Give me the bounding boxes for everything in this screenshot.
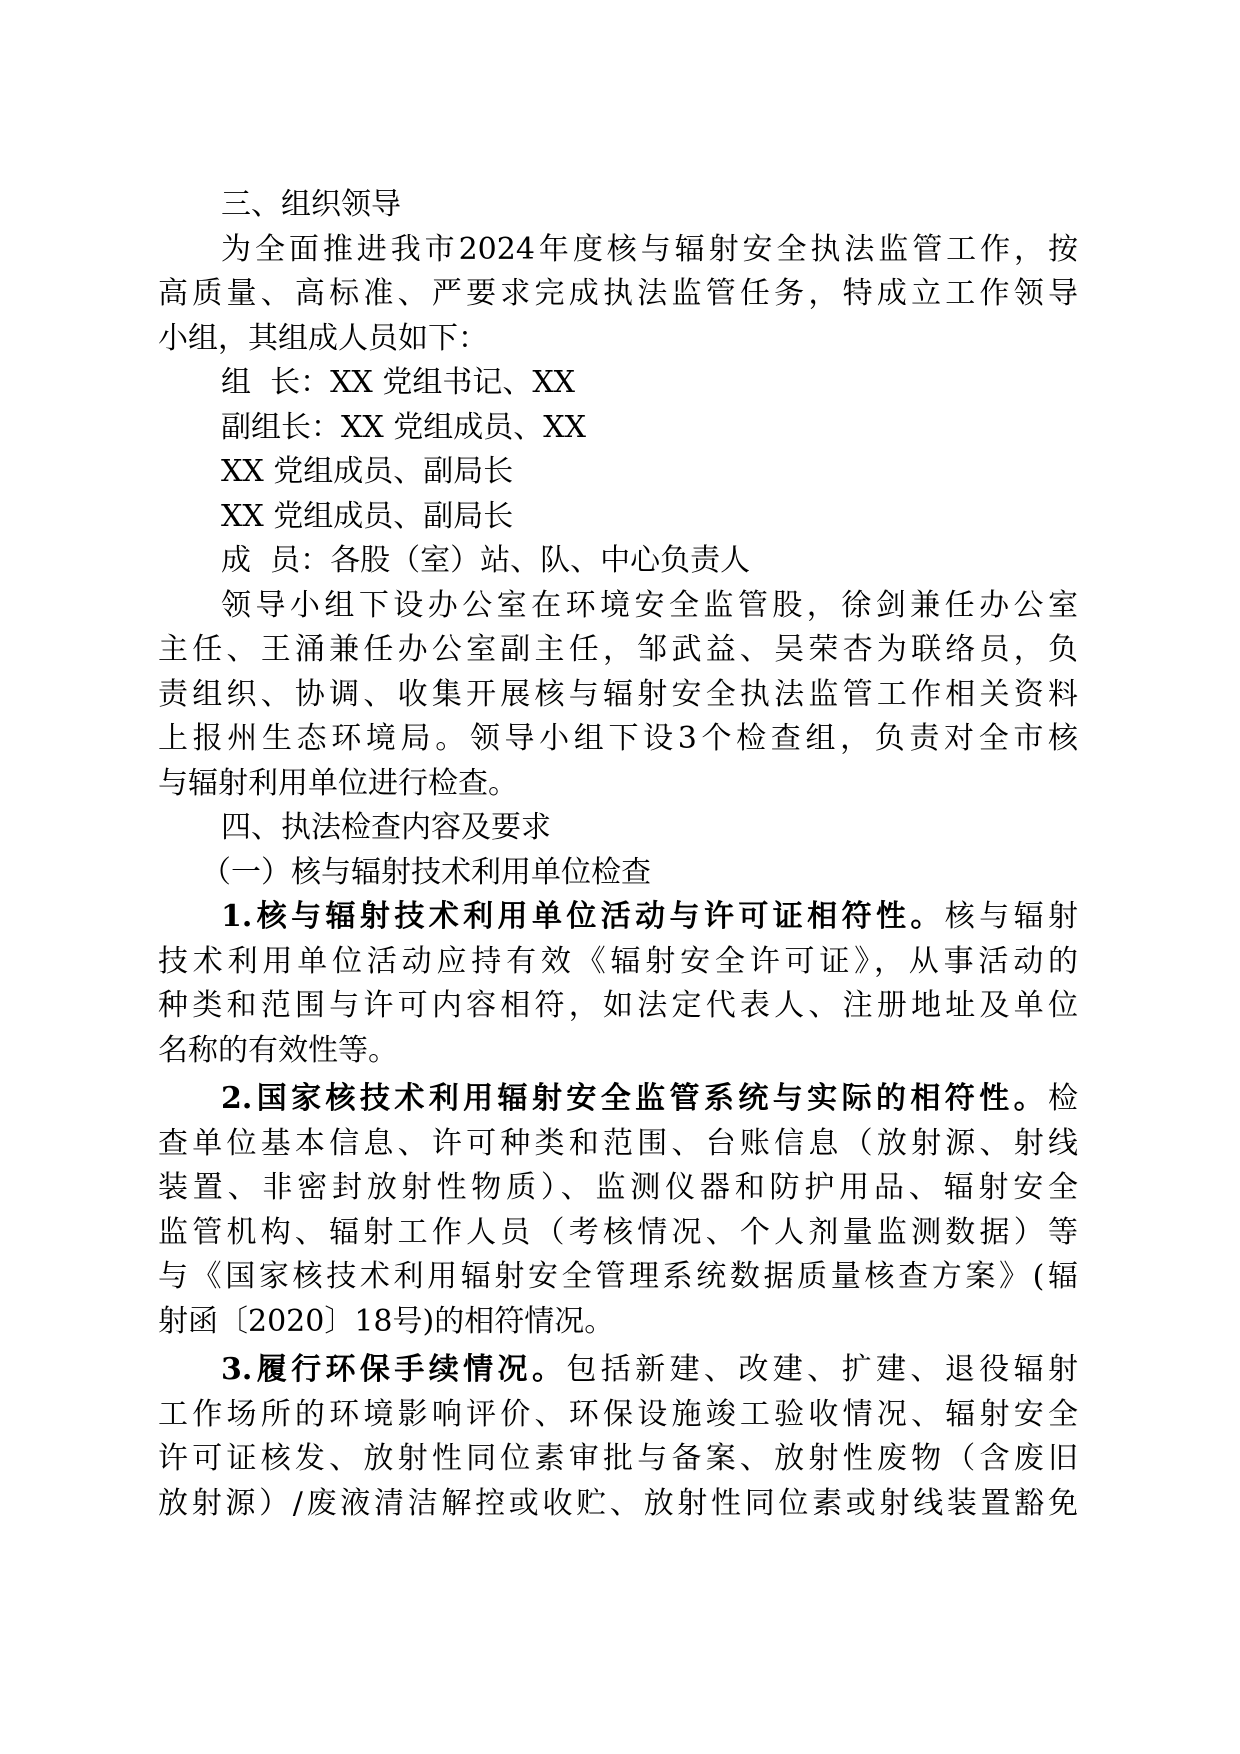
paragraph-line: 小组，其组成人员如下：: [158, 320, 488, 356]
document-page: [158, 183, 1078, 1526]
paragraph-line: 工作场所的环境影响评价、环保设施竣工验收情况、辐射安全: [158, 1396, 1078, 1432]
paragraph-line: 许可证核发、放射性同位素审批与备案、放射性废物（含废旧: [158, 1441, 1078, 1476]
member-line: 成 员：各股（室）站、队、中心负责人: [221, 543, 751, 578]
member-line: 副组长：XX 党组成员、XX: [221, 409, 586, 445]
office-paragraph: [158, 584, 1078, 807]
paragraph-line: 监管机构、辐射工作人员（考核情况、个人剂量监测数据）等: [158, 1214, 1078, 1250]
item-first-line: [158, 1348, 1078, 1393]
section-3-heading: 三、组织领导: [221, 187, 401, 222]
section-3-intro: [158, 228, 1078, 362]
section-4-heading: 四、执法检查内容及要求: [221, 810, 551, 845]
item-text: 包括新建、改建、扩建、退役辐射: [566, 1352, 1079, 1387]
paragraph-line: 为全面推进我市2024年度核与辐射安全执法监管工作，按: [221, 231, 1078, 267]
paragraph-line: 名称的有效性等。: [158, 1032, 398, 1068]
item-title: 2.国家核技术利用辐射安全监管系统与实际的相符性。: [221, 1081, 1048, 1116]
item-first-line: [158, 895, 1078, 940]
member-line: XX 党组成员、副局长: [221, 498, 514, 534]
item-first-line: [158, 1077, 1078, 1122]
paragraph-line: 高质量、高标准、严要求完成执法监管任务，特成立工作领导: [158, 276, 1078, 311]
item-1: [158, 895, 1078, 1073]
paragraph-line: 射函〔2020〕18号)的相符情况。: [158, 1303, 615, 1339]
paragraph-line: 放射源）/废液清洁解控或收贮、放射性同位素或射线装置豁免: [158, 1485, 1078, 1521]
leadership-members: [158, 361, 1078, 584]
item-text: 检: [1048, 1081, 1078, 1116]
paragraph-line: 领导小组下设办公室在环境安全监管股，徐剑兼任办公室: [221, 587, 1078, 623]
item-text: 核与辐射: [944, 899, 1078, 934]
subsection-heading: （一）核与辐射技术利用单位检查: [201, 854, 651, 890]
item-title: 3.履行环保手续情况。: [221, 1352, 567, 1387]
item-title: 1.核与辐射技术利用单位活动与许可证相符性。: [221, 899, 945, 934]
member-line: XX 党组成员、副局长: [221, 454, 514, 489]
member-line: 组 长：XX 党组书记、XX: [221, 365, 576, 400]
paragraph-line: 种类和范围与许可内容相符，如法定代表人、注册地址及单位: [158, 988, 1078, 1023]
paragraph-line: 与《国家核技术利用辐射安全管理系统数据质量核查方案》(辐: [158, 1259, 1078, 1294]
paragraph-line: 上报州生态环境局。领导小组下设3个检查组，负责对全市核: [158, 721, 1078, 756]
paragraph-line: 主任、王涌兼任办公室副主任，邹武益、吴荣杏为联络员，负: [158, 632, 1078, 667]
paragraph-line: 与辐射利用单位进行检查。: [158, 765, 518, 801]
item-3: [158, 1348, 1078, 1526]
paragraph-line: 责组织、协调、收集开展核与辐射安全执法监管工作相关资料: [158, 676, 1078, 712]
paragraph-line: 装置、非密封放射性物质）、监测仪器和防护用品、辐射安全: [158, 1170, 1078, 1205]
item-2: [158, 1077, 1078, 1344]
paragraph-line: 技术利用单位活动应持有效《辐射安全许可证》，从事活动的: [158, 943, 1078, 979]
paragraph-line: 查单位基本信息、许可种类和范围、台账信息（放射源、射线: [158, 1125, 1078, 1161]
